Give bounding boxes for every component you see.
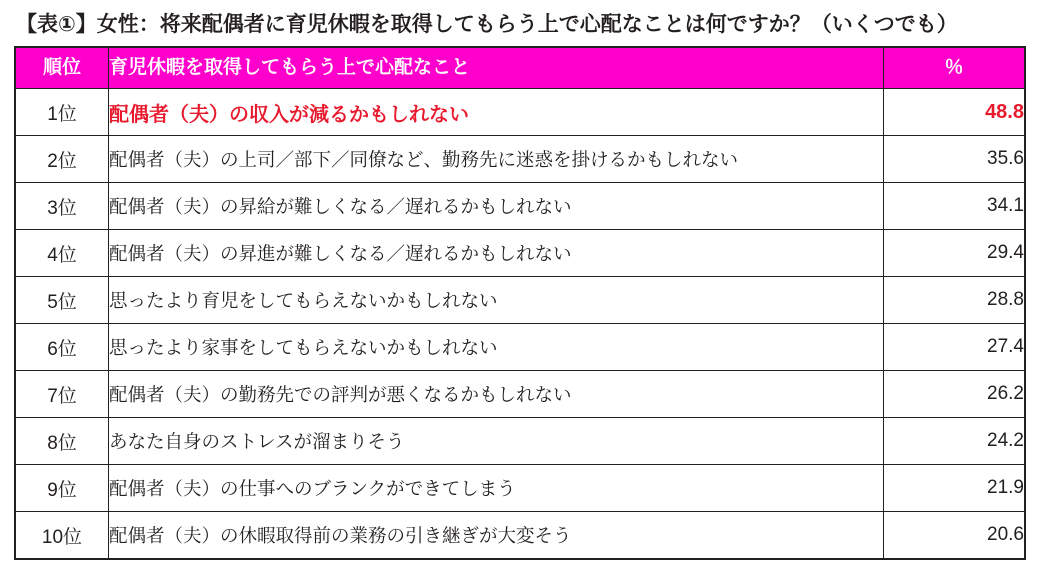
cell-percent: 48.8 (884, 89, 1026, 136)
table-header-row (15, 47, 1025, 89)
table-row (15, 371, 1025, 418)
ranking-table (14, 46, 1026, 560)
cell-percent: 21.9 (884, 465, 1026, 512)
cell-percent: 27.4 (884, 324, 1026, 371)
cell-item: 思ったより家事をしてもらえないかもしれない (109, 324, 884, 371)
table-row (15, 324, 1025, 371)
cell-percent: 28.8 (884, 277, 1026, 324)
cell-percent: 34.1 (884, 183, 1026, 230)
cell-rank: 3位 (15, 183, 109, 230)
cell-percent: 26.2 (884, 371, 1026, 418)
cell-rank: 5位 (15, 277, 109, 324)
column-header-item: 育児休暇を取得してもらう上で心配なこと (109, 47, 884, 89)
cell-rank: 1位 (15, 89, 109, 136)
cell-rank: 4位 (15, 230, 109, 277)
column-header-percent: ％ (884, 47, 1026, 89)
cell-item: 配偶者（夫）の収入が減るかもしれない (109, 89, 884, 136)
cell-item: 配偶者（夫）の勤務先での評判が悪くなるかもしれない (109, 371, 884, 418)
table-row (15, 183, 1025, 230)
cell-item: 思ったより育児をしてもらえないかもしれない (109, 277, 884, 324)
cell-item: 配偶者（夫）の昇給が難しくなる／遅れるかもしれない (109, 183, 884, 230)
table-row (15, 89, 1025, 136)
cell-rank: 9位 (15, 465, 109, 512)
table-row (15, 136, 1025, 183)
cell-item: 配偶者（夫）の仕事へのブランクができてしまう (109, 465, 884, 512)
table-row (15, 465, 1025, 512)
column-header-rank: 順位 (15, 47, 109, 89)
cell-percent: 24.2 (884, 418, 1026, 465)
cell-rank: 8位 (15, 418, 109, 465)
cell-rank: 7位 (15, 371, 109, 418)
cell-percent: 29.4 (884, 230, 1026, 277)
cell-rank: 2位 (15, 136, 109, 183)
table-row (15, 418, 1025, 465)
cell-rank: 10位 (15, 512, 109, 560)
cell-percent: 35.6 (884, 136, 1026, 183)
cell-percent: 20.6 (884, 512, 1026, 560)
cell-item: 配偶者（夫）の昇進が難しくなる／遅れるかもしれない (109, 230, 884, 277)
table-header (15, 47, 1025, 89)
cell-rank: 6位 (15, 324, 109, 371)
cell-item: 配偶者（夫）の上司／部下／同僚など、勤務先に迷惑を掛けるかもしれない (109, 136, 884, 183)
table-row (15, 230, 1025, 277)
cell-item: あなた自身のストレスが溜まりそう (109, 418, 884, 465)
page-title: 【表①】女性：将来配偶者に育児休暇を取得してもらう上で心配なことは何ですか？（いくつでも） (16, 13, 958, 36)
cell-item: 配偶者（夫）の休暇取得前の業務の引き継ぎが大変そう (109, 512, 884, 560)
table-row (15, 277, 1025, 324)
table-body (15, 89, 1025, 560)
table-row (15, 512, 1025, 560)
